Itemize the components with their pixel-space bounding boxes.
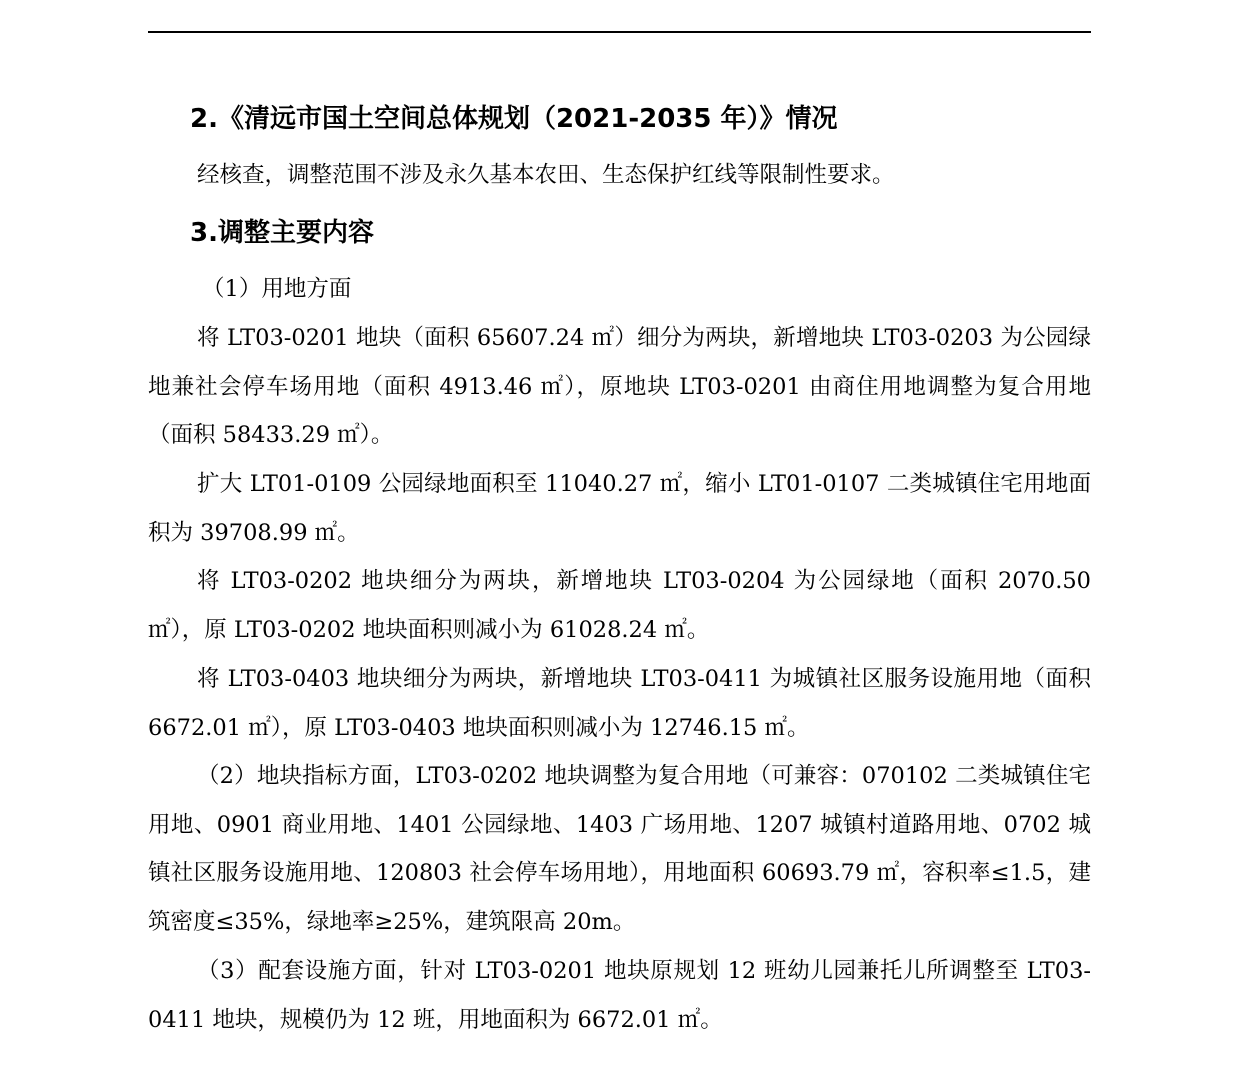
subsection-land-use-heading: （1）用地方面 [202,276,352,302]
section-2-heading: 2.《清远市国土空间总体规划（2021-2035 年）》情况 [190,104,838,134]
section-3-heading: 3.调整主要内容 [190,218,374,248]
paragraph-lt03-0202: 将 LT03-0202 地块细分为两块，新增地块 LT03-0204 为公园绿地（面积 2070.50 ㎡），原 LT03-0202 地块面积则减小为 61028.24 ㎡。 [148,568,1091,643]
paragraph-lt01-0109: 扩大 LT01-0109 公园绿地面积至 11040.27 ㎡，缩小 LT01-0107 二类城镇住宅用地面积为 39708.99 ㎡。 [148,471,1091,546]
section-2-body: 经核查，调整范围不涉及永久基本农田、生态保护红线等限制性要求。 [197,162,895,188]
header-rule [148,31,1091,33]
paragraph-supporting-facilities: （3）配套设施方面，针对 LT03-0201 地块原规划 12 班幼儿园兼托儿所调整至 LT03-0411 地块，规模仍为 12 班，用地面积为 6672.01 ㎡。 [148,958,1091,1033]
paragraph-lt03-0403: 将 LT03-0403 地块细分为两块，新增地块 LT03-0411 为城镇社区服务设施用地（面积 6672.01 ㎡），原 LT03-0403 地块面积则减小为 12746.15 ㎡。 [148,666,1091,741]
paragraph-lt03-0201: 将 LT03-0201 地块（面积 65607.24 ㎡）细分为两块，新增地块 LT03-0203 为公园绿地兼社会停车场用地（面积 4913.46 ㎡），原地块 LT03-0201 由商住用地调整为复合用地（面积 58433.29 ㎡）。 [148,325,1091,448]
paragraph-plot-indicators: （2）地块指标方面，LT03-0202 地块调整为复合用地（可兼容：070102 二类城镇住宅用地、0901 商业用地、1401 公园绿地、1403 广场用地、1207 城镇村道路用地、0702 城镇社区服务设施用地、120803 社会停车场用地），用地面积 60693.79 ㎡，容积率≤1.5，建筑密度≤35%，绿地率≥25%，建筑限高 20m。 [148,763,1091,935]
